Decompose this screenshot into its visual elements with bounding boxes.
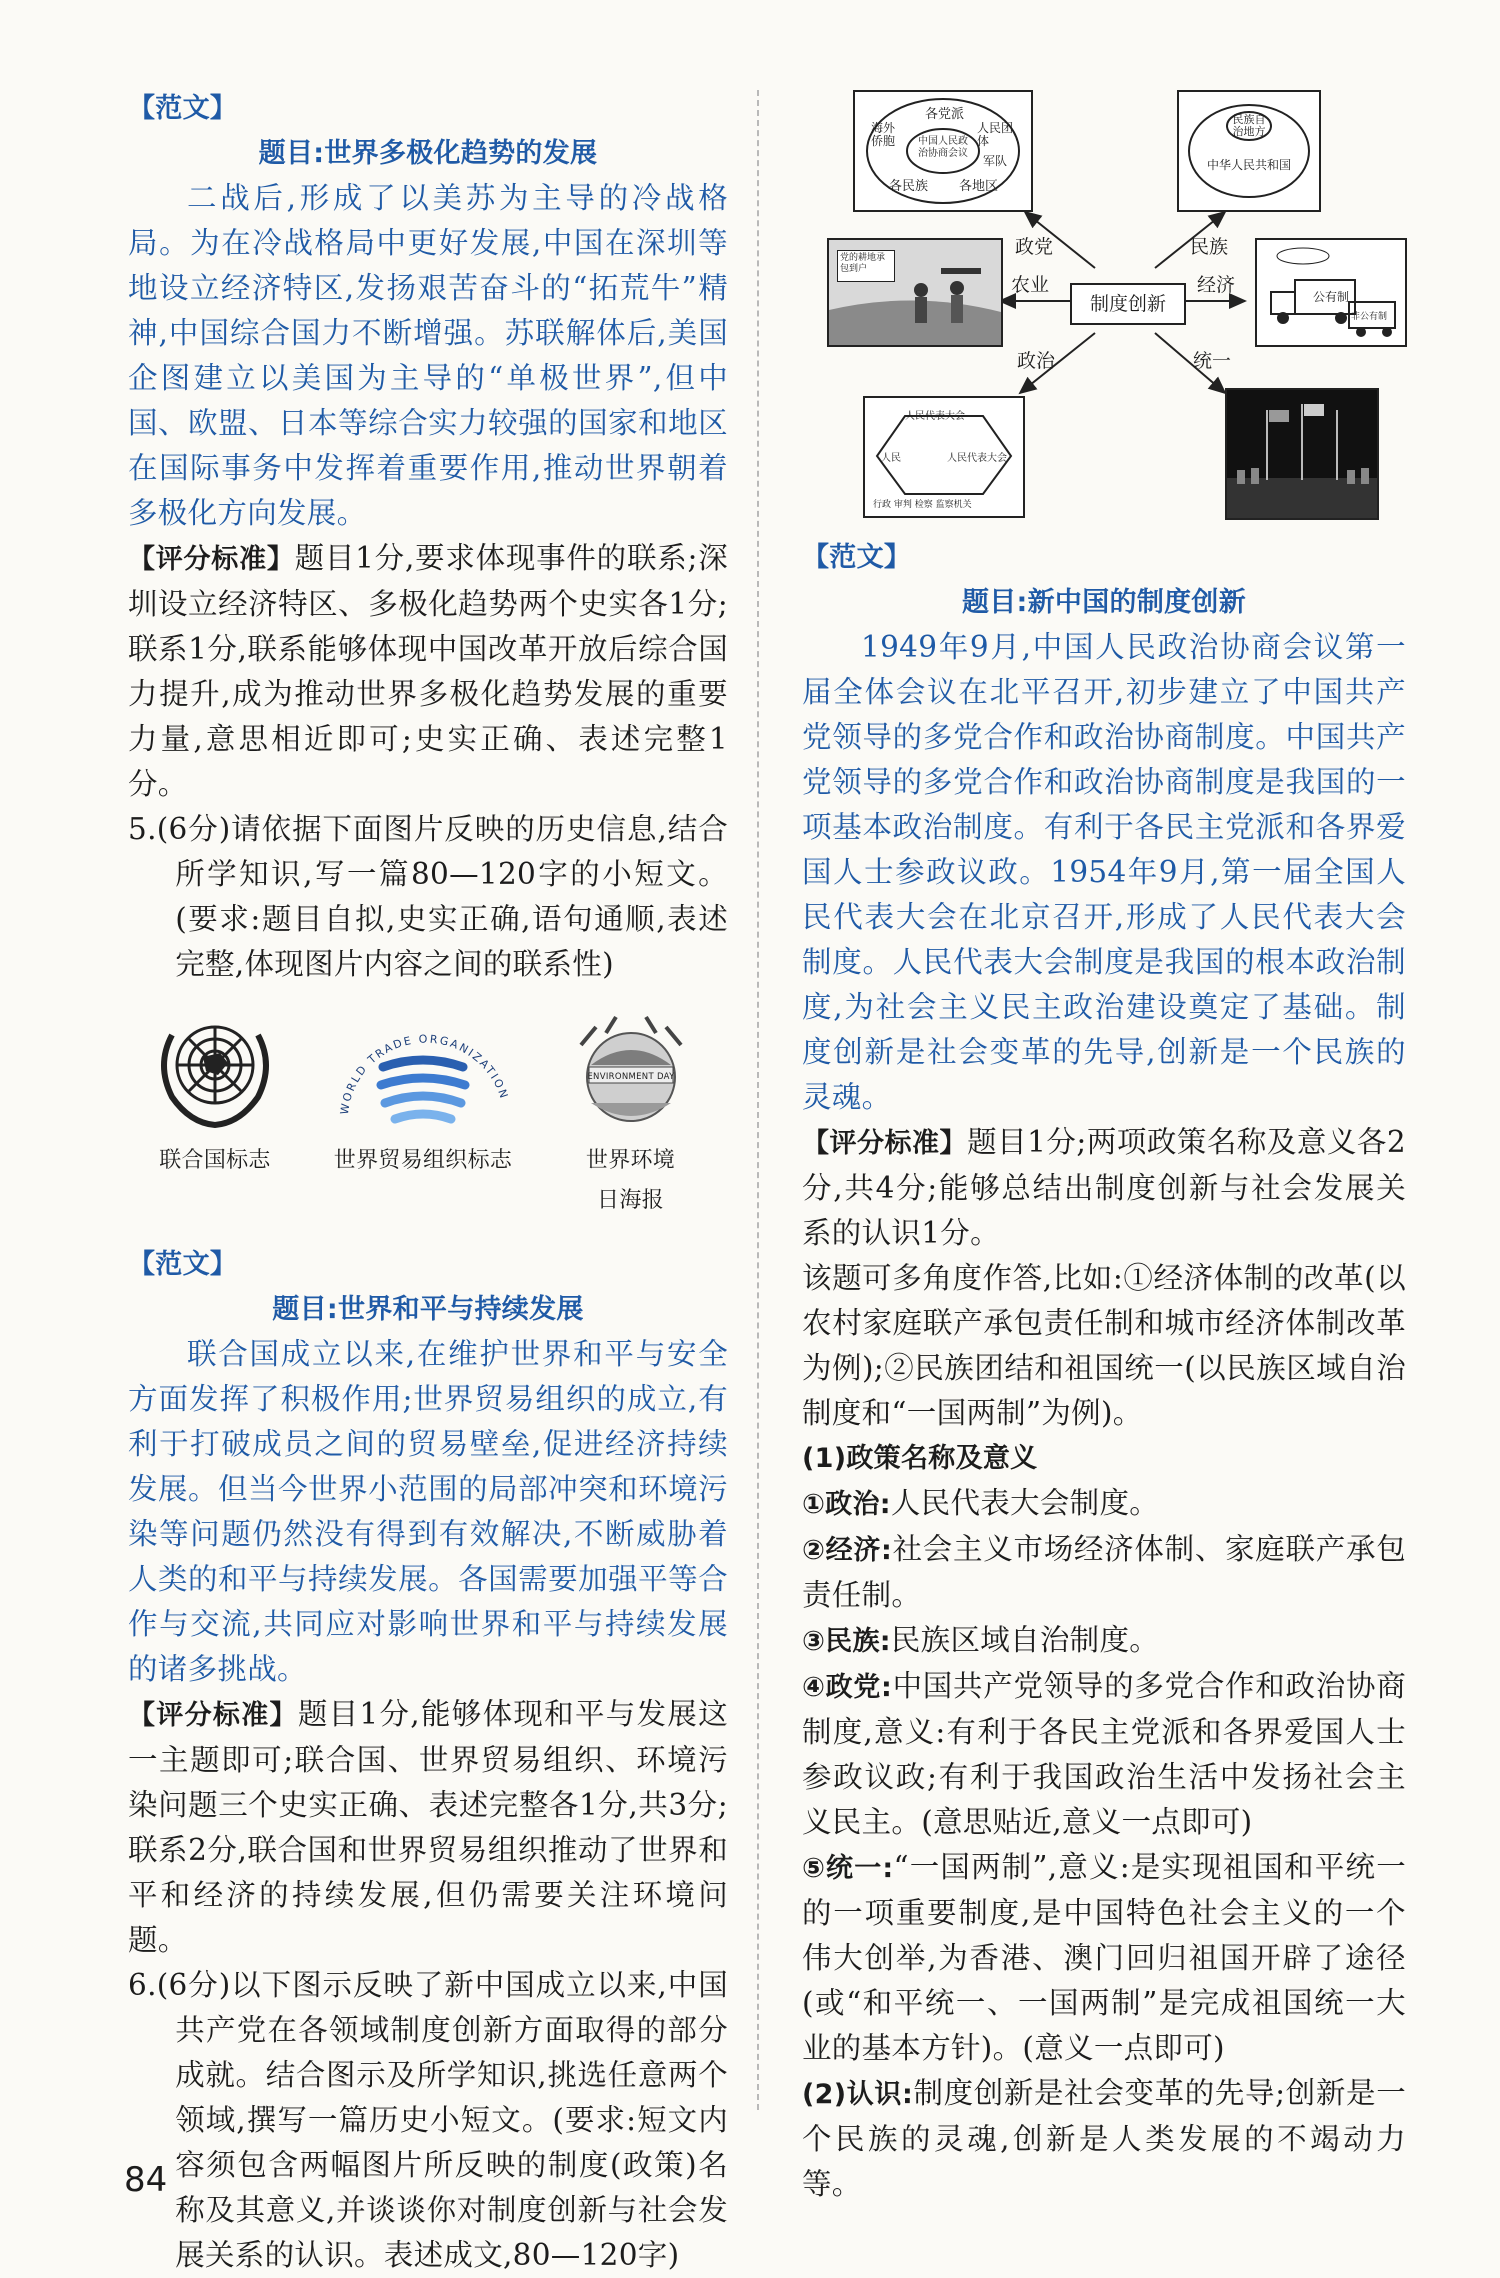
answer-item-label: ②经济: [802, 1535, 893, 1566]
ethnic-autonomy-box [1177, 90, 1321, 212]
left-column [128, 86, 728, 2278]
grading-text: 题目1分;两项政策名称及意义各2分,共4分;能够总结出制度创新与社会发展关系的认识1分。 [802, 1125, 1406, 1250]
essay-body: 1949年9月,中国人民政治协商会议第一届全体会议在北平召开,初步建立了中国共产党领导的多党合作和政治协商制度。中国共产党领导的多党合作和政治协商制度是我国的一项基本政治制度。有利于各民主党派和各界爱国人士参政议政。1954年9月,第一届全国人民代表大会在北京召开,形成了人民代表大会制度。人民代表大会制度是我国的根本政治制度,为社会主义民主政治建设奠定了基础。制度创新是社会变革的先导,创新是一个民族的灵魂。 [802, 630, 1406, 1114]
model-essay-tag: 【范文】 [802, 542, 912, 573]
party-system-box [853, 90, 1033, 212]
cppcc-label: 中国人民政治协商会议 [918, 136, 968, 159]
answer-item-label: ③民族: [802, 1626, 891, 1657]
grading-label: 【评分标准】 [128, 1700, 298, 1731]
wto-logo-icon [323, 1005, 523, 1135]
un-logo-figure [120, 1005, 310, 1181]
answer-item-text: 社会主义市场经济体制、家庭联产承包责任制。 [802, 1532, 1406, 1612]
answer-item [802, 1618, 1406, 1664]
answer-item-label: ⑤统一: [802, 1853, 894, 1884]
non-public-ownership-label: 非公有制 [1351, 312, 1388, 322]
npc-right-label: 人民代表大会 [947, 453, 1007, 464]
essay-title: 题目:世界多极化趋势的发展 [258, 138, 598, 169]
section-understanding [802, 2071, 1406, 2207]
answer-item-text: 中国共产党领导的多党合作和政治协商制度,意义:有利于各民主党派和各界爱国人士参政议政;有利于我国政治生活中发扬社会主义民主。(意思贴近,意义一点即可) [802, 1669, 1406, 1839]
un-logo-caption: 联合国标志 [159, 1148, 271, 1173]
institution-innovation-diagram [825, 88, 1405, 528]
npc-top-label: 人民代表大会 [905, 411, 965, 422]
ethnic-oval-icon [1179, 92, 1319, 210]
party-segment: 各地区 [959, 179, 999, 194]
grading-text: 题目1分,要求体现事件的联系;深圳设立经济特区、多极化趋势两个史实各1分;联系1分,联系能够体现中国改革开放后综合国力提升,成为推动世界多极化趋势发展的重要力量,意思相近即可;史实正确、表述完整1分。 [128, 541, 728, 801]
answer-item-label: ①政治: [802, 1489, 891, 1520]
people-label: 人民 [881, 453, 901, 464]
grading-standard [128, 1692, 728, 1963]
party-segment: 各党派 [925, 107, 965, 122]
essay-body: 二战后,形成了以美苏为主导的冷战格局。为在冷战格局中更好发展,中国在深圳等地设立经济特区,发扬艰苦奋斗的“拓荒牛”精神,中国综合国力不断增强。苏联解体后,美国企图建立以美国为主导的“单极世界”,但中国、欧盟、日本等综合实力较强的国家和地区在国际事务中发挥着重要作用,推动世界朝着多极化方向发展。 [128, 181, 728, 530]
answer-intro: 该题可多角度作答,比如:①经济体制的改革(以农村家庭联产承包责任制和城市经济体制改革为例);②民族团结和祖国统一(以民族区域自治制度和“一国两制”为例)。 [802, 1261, 1406, 1430]
grading-label: 【评分标准】 [802, 1128, 968, 1159]
agriculture-picture-box [827, 238, 1003, 347]
wto-arc-text: WORLD TRADE ORGANIZATION [337, 1032, 511, 1116]
essay-body: 联合国成立以来,在维护世界和平与安全方面发挥了积极作用;世界贸易组织的成立,有利于打破成员之间的贸易壁垒,促进经济持续发展。但当今世界小范围的局部冲突和环境污染等问题仍然没有得到有效解决,不断威胁着人类的和平与持续发展。各国需要加强平等合作与交流,共同应对影响世界和平与持续发展的诸多挑战。 [128, 1337, 728, 1686]
answer-item [802, 1664, 1406, 1845]
answer-item [802, 1527, 1406, 1618]
party-segment: 海外侨胞 [871, 121, 896, 148]
column-divider [757, 90, 759, 2110]
environment-day-poster-icon [561, 1005, 701, 1135]
env-day-poster-text: ENVIRONMENT DAY [586, 1072, 675, 1082]
answer-item-text: “一国两制”,意义:是实现祖国和平统一的一项重要制度,是中国特色社会主义的一个伟大创举,为香港、澳门回归祖国开辟了途径(或“和平统一、一国两制”是完成祖国统一大业的基本方针)。(意义一点即可) [802, 1850, 1406, 2065]
page-number: 84 [124, 2160, 168, 2200]
branch-ethnic-label: 民族 [1190, 236, 1229, 258]
public-ownership-label: 公有制 [1313, 290, 1350, 304]
un-emblem-icon [140, 1005, 290, 1135]
env-day-figure [543, 1005, 718, 1221]
party-segment: 人民团体 [977, 121, 1014, 148]
handover-ceremony-photo [1225, 388, 1379, 520]
answer-item [802, 1845, 1406, 2071]
model-essay-tag: 【范文】 [128, 1249, 238, 1280]
essay-title: 题目:新中国的制度创新 [961, 587, 1247, 618]
branch-politics-label: 政治 [1017, 350, 1056, 372]
answer-item-text: 民族区域自治制度。 [890, 1623, 1160, 1657]
section-understanding-text: 制度创新是社会变革的先导;创新是一个民族的灵魂,创新是人类发展的不竭动力等。 [802, 2076, 1406, 2201]
prc-label: 中华人民共和国 [1206, 158, 1291, 172]
farmers-icon [829, 240, 1001, 345]
wto-logo-caption: 世界贸易组织标志 [333, 1148, 513, 1173]
wto-logo-figure [318, 1005, 528, 1181]
economy-picture-box [1255, 238, 1407, 347]
grading-standard [128, 536, 728, 807]
politics-system-box [863, 396, 1025, 518]
branch-economy-label: 经济 [1197, 274, 1236, 296]
branch-party-label: 政党 [1015, 236, 1054, 258]
section-understanding-label: (2)认识: [802, 2079, 914, 2110]
env-day-caption: 世界环境日海报 [585, 1148, 676, 1213]
ethnic-autonomy-label: 民族自治地方 [1232, 113, 1266, 138]
right-column [802, 535, 1406, 2207]
branch-unification-label: 统一 [1193, 350, 1232, 372]
party-segment: 军队 [983, 154, 1008, 168]
grading-standard [802, 1120, 1406, 1256]
question-6: 6.(6分)以下图示反映了新中国成立以来,中国共产党在各领域制度创新方面取得的部分成就。结合图示及所学知识,挑选任意两个领域,撰写一篇历史小短文。(要求:短文内容须包含两幅图片所反映的制度(政策)名称及其意义,并谈谈你对制度创新与社会发展关系的认识。表述成文,80—120字) [128, 1968, 728, 2272]
organs-label: 行政 审判 检察 监察机关 [873, 500, 972, 510]
party-segment: 各民族 [889, 179, 929, 194]
diagram-center-box [1070, 283, 1186, 325]
answer-item [802, 1481, 1406, 1527]
land-contract-sign-text: 党的耕地承包到户 [840, 253, 886, 274]
model-essay-tag: 【范文】 [128, 93, 238, 124]
ceremony-icon [1227, 390, 1377, 518]
section-policy-heading: (1)政策名称及意义 [802, 1443, 1038, 1474]
essay-title: 题目:世界和平与持续发展 [272, 1294, 584, 1325]
branch-agriculture-label: 农业 [1011, 274, 1050, 296]
answer-item-label: ④政党: [802, 1672, 893, 1703]
grading-label: 【评分标准】 [128, 544, 295, 575]
answer-item-text: 人民代表大会制度。 [890, 1486, 1160, 1520]
question-5: 5.(6分)请依据下面图片反映的历史信息,结合所学知识,写一篇80—120字的小短文。(要求:题目自拟,史实正确,语句通顺,表述完整,体现图片内容之间的联系性) [128, 812, 728, 981]
question-5-images [128, 995, 728, 1245]
diagram-center-label: 制度创新 [1089, 293, 1166, 315]
grading-text: 题目1分,能够体现和平与发展这一主题即可;联合国、世界贸易组织、环境污染问题三个史实正确、表述完整各1分,共3分;联系2分,联合国和世界贸易组织推动了世界和平和经济的持续发展,但仍需要关注环境问题。 [128, 1697, 728, 1957]
